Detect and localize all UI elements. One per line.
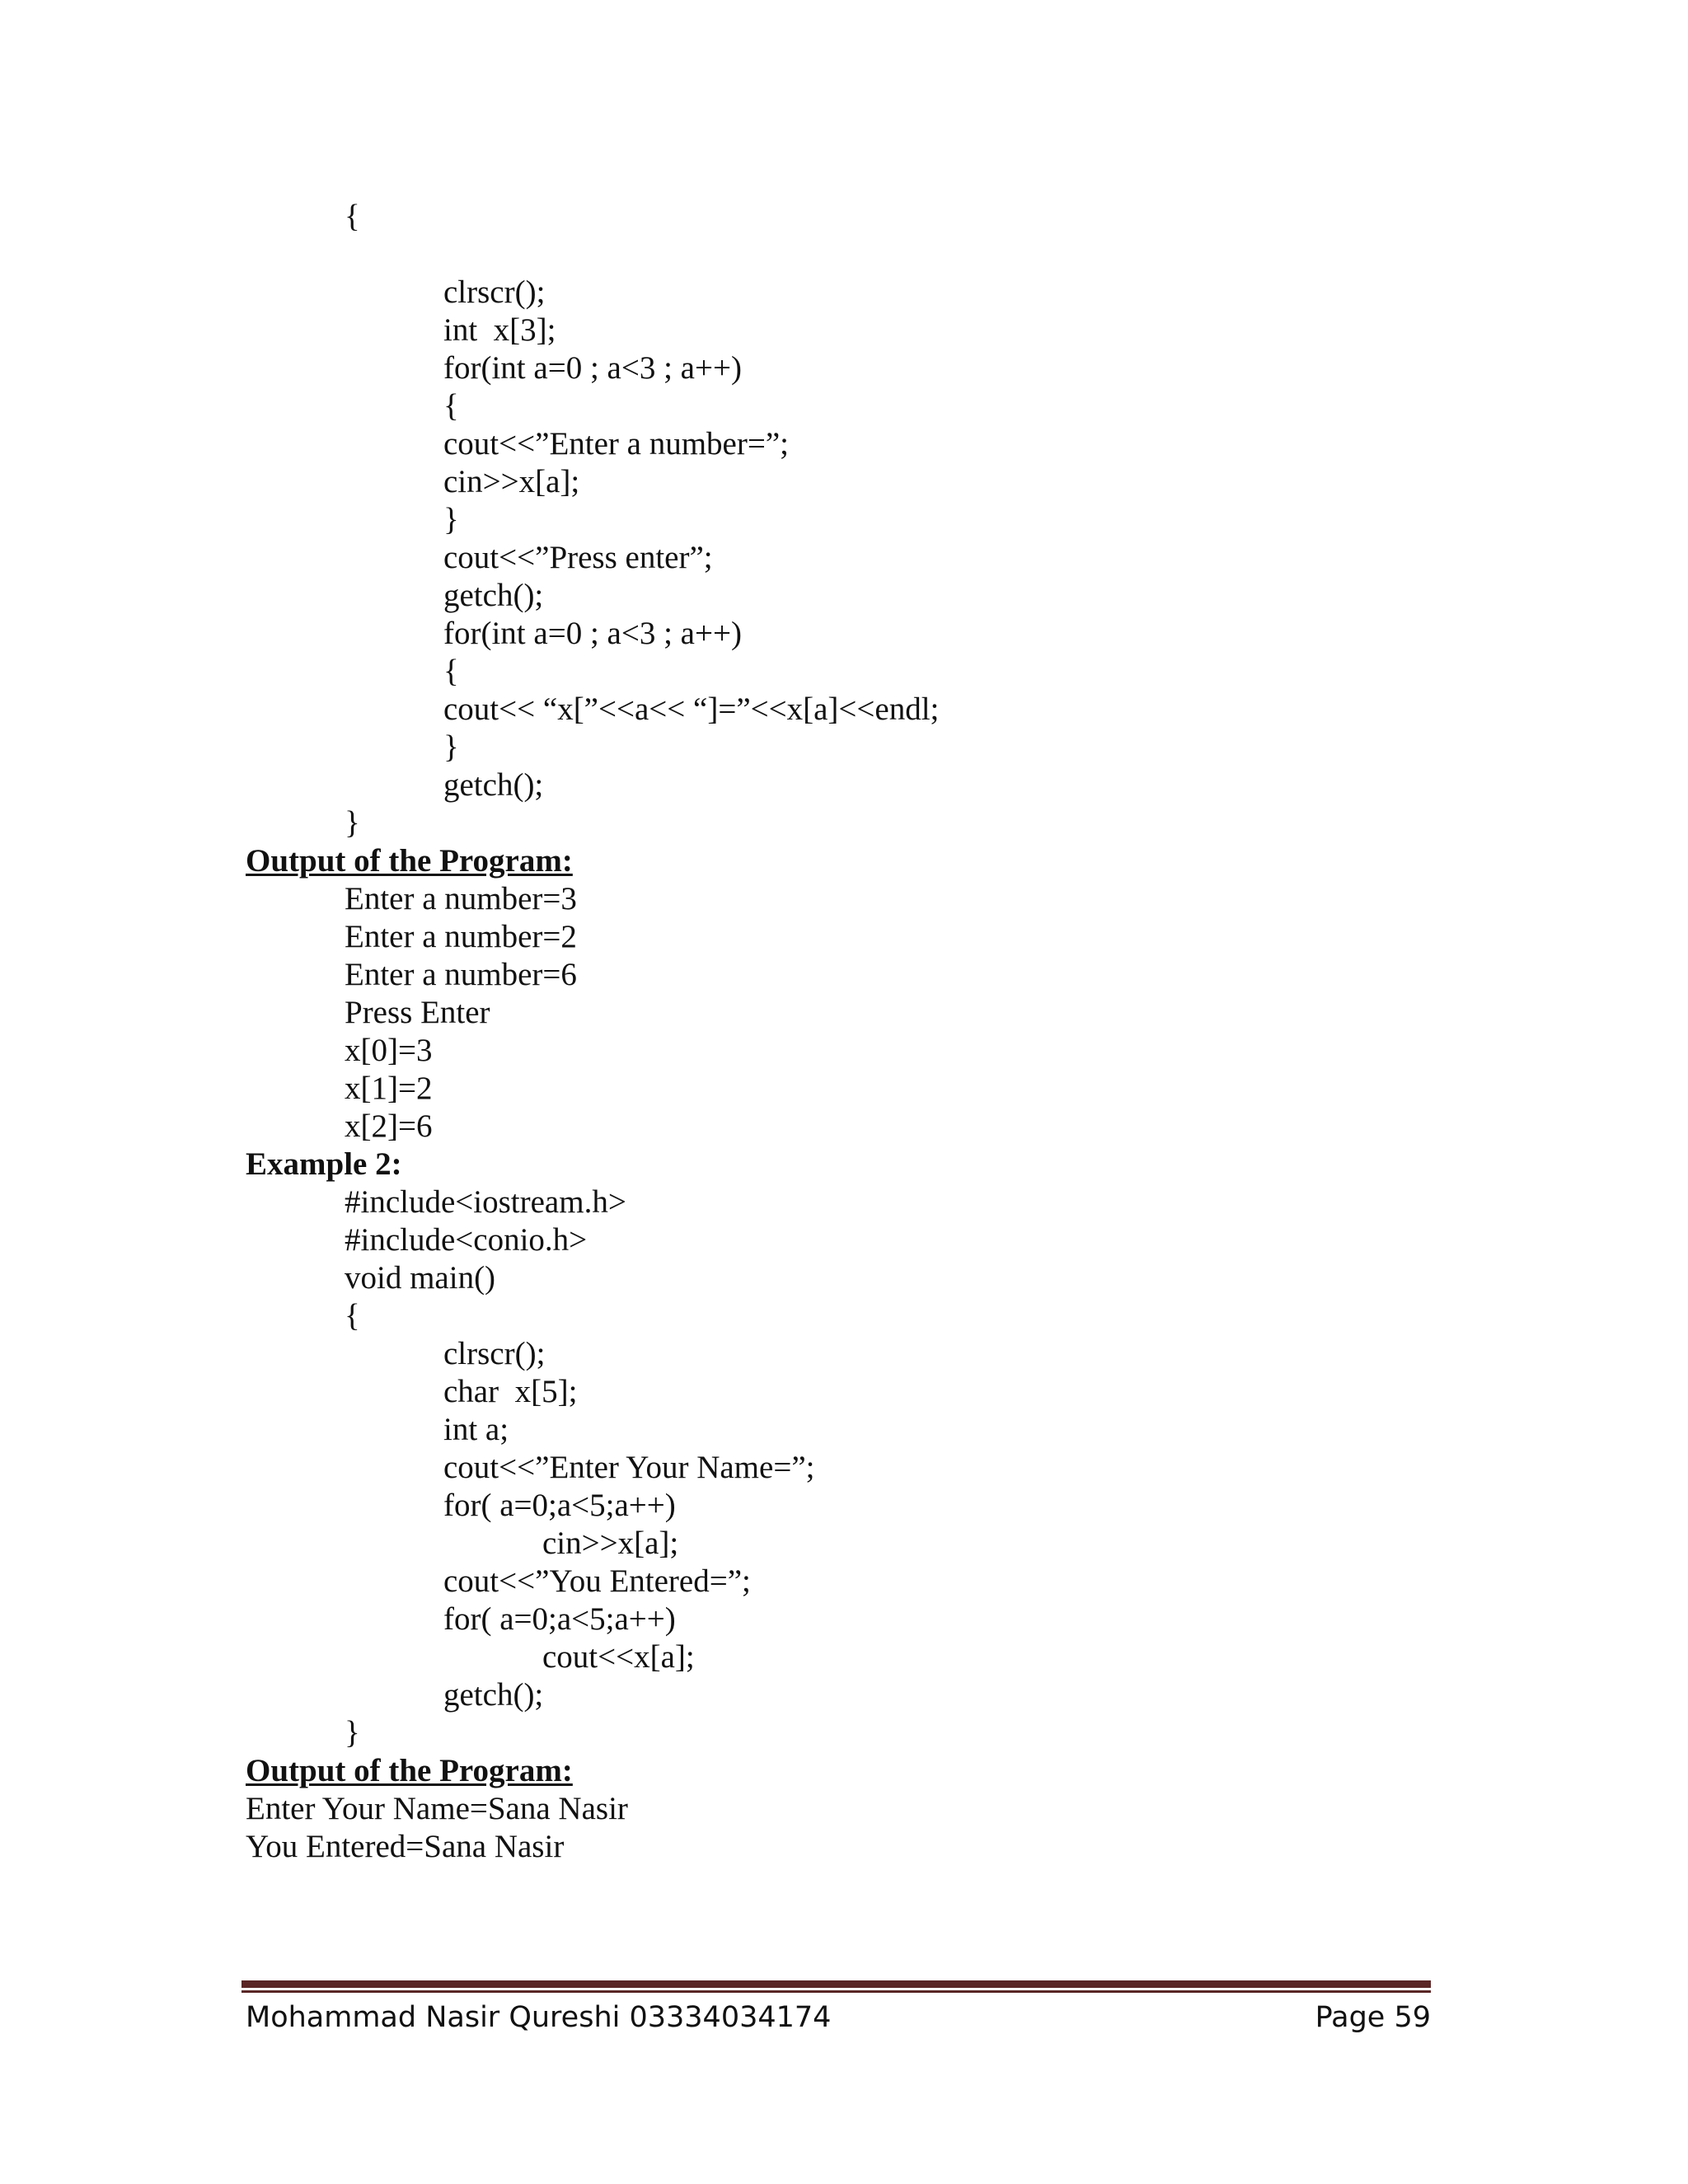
code-line: for( a=0;a<5;a++)	[443, 1488, 676, 1523]
footer-author: Mohammad Nasir Qureshi 03334034174	[246, 2001, 832, 2034]
code-line: cout<<”Enter Your Name=”;	[443, 1450, 815, 1485]
code-line: void main()	[345, 1260, 496, 1296]
code-line: cout<< “x[”<<a<< “]=”<<x[a]<<endl;	[443, 691, 940, 727]
code-close-brace: }	[345, 1715, 360, 1750]
footer-page-number: Page 59	[1315, 2001, 1431, 2034]
footer-rule-thin	[241, 1990, 1431, 1993]
output-line: Enter a number=6	[345, 957, 577, 992]
footer-rule-thick	[241, 1980, 1431, 1988]
output-line: x[0]=3	[345, 1033, 433, 1068]
output-heading: Output of the Program:	[246, 843, 573, 879]
code-line: {	[443, 654, 459, 689]
code-line: for(int a=0 ; a<3 ; a++)	[443, 616, 742, 651]
code-line: clrscr();	[443, 1336, 546, 1371]
code-open-brace: {	[345, 199, 360, 234]
example-heading: Example 2:	[246, 1146, 402, 1182]
code-close-brace: }	[345, 805, 360, 841]
code-line: }	[443, 729, 459, 765]
code-line: for( a=0;a<5;a++)	[443, 1601, 676, 1637]
code-line: }	[443, 502, 459, 537]
code-line: cin>>x[a];	[542, 1526, 679, 1561]
output-line: x[2]=6	[345, 1108, 433, 1144]
code-line: for(int a=0 ; a<3 ; a++)	[443, 350, 742, 386]
code-open-brace: {	[345, 1298, 360, 1333]
output-line: You Entered=Sana Nasir	[246, 1829, 565, 1864]
code-line: cout<<”Enter a number=”;	[443, 426, 789, 462]
code-line: #include<iostream.h>	[345, 1184, 626, 1220]
output-line: Press Enter	[345, 995, 490, 1030]
output-line: Enter Your Name=Sana Nasir	[246, 1791, 628, 1826]
code-line: getch();	[443, 578, 544, 613]
code-line: cin>>x[a];	[443, 464, 580, 499]
code-line: {	[443, 388, 459, 424]
code-line: cout<<”Press enter”;	[443, 540, 713, 575]
output-line: Enter a number=3	[345, 881, 577, 916]
code-line: clrscr();	[443, 274, 546, 310]
output-heading: Output of the Program:	[246, 1753, 573, 1788]
code-line: getch();	[443, 767, 544, 803]
code-line: getch();	[443, 1677, 544, 1713]
code-line: char x[5];	[443, 1374, 578, 1409]
code-line: int a;	[443, 1412, 509, 1447]
code-line: int x[3];	[443, 312, 556, 348]
code-line: cout<<x[a];	[542, 1639, 695, 1675]
code-line: #include<conio.h>	[345, 1222, 588, 1258]
output-line: x[1]=2	[345, 1071, 433, 1106]
output-line: Enter a number=2	[345, 919, 577, 954]
code-line: cout<<”You Entered=”;	[443, 1563, 751, 1599]
